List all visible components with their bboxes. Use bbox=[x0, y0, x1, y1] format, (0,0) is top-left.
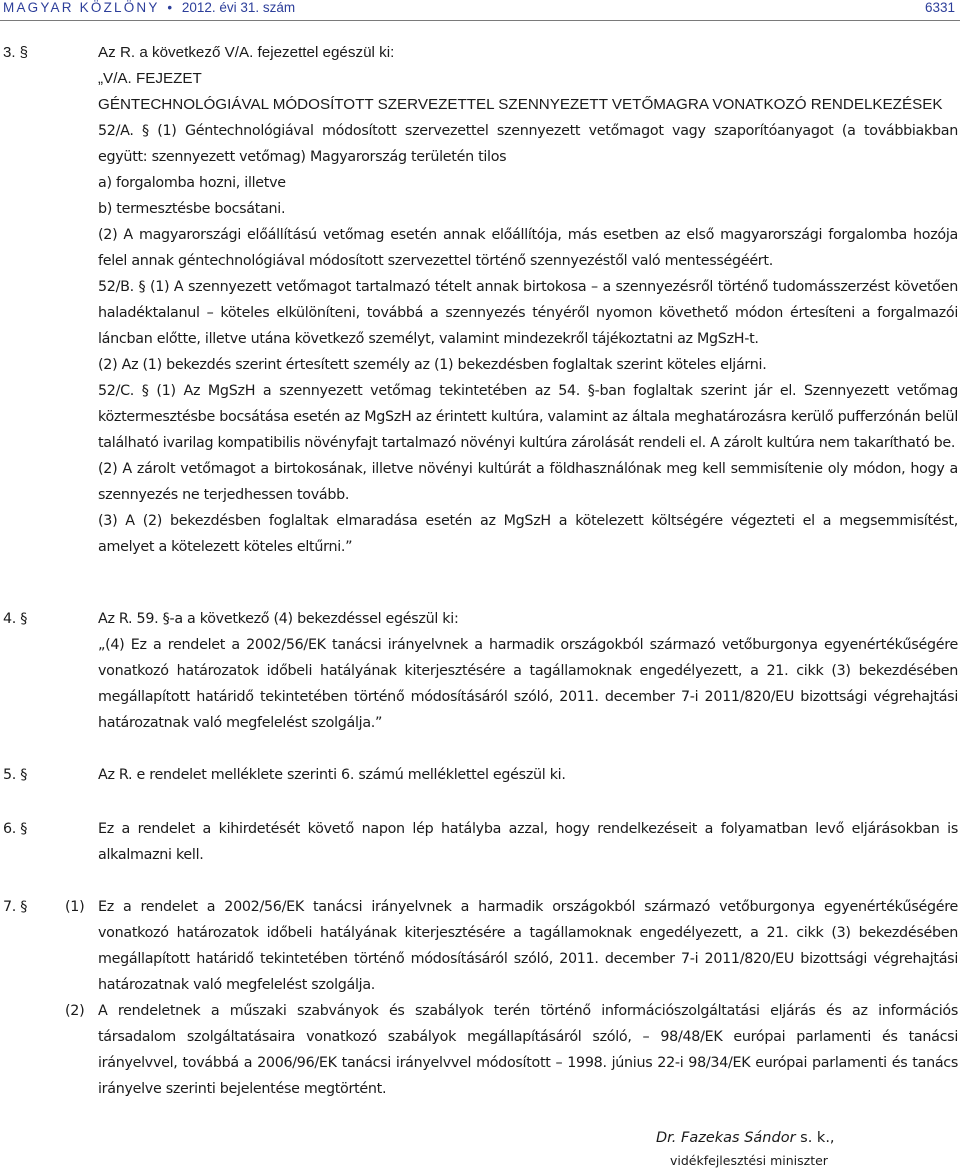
section-body bbox=[98, 762, 958, 788]
chapter-title: GÉNTECHNOLÓGIÁVAL MÓDOSÍTOTT SZERVEZETTEL SZENNYEZETT VETŐMAGRA VONATKOZÓ RENDELKEZÉSEK bbox=[98, 96, 943, 113]
page-number: 6331 bbox=[924, 0, 955, 15]
section-intro: Az R. a következő V/A. fejezettel egészül ki: bbox=[98, 44, 395, 61]
section-text: Ez a rendelet a kihirdetését követő napon lép hatályba azzal, hogy rendelkezéseit a folyamatban levő eljárásokban is alkalmazni kell. bbox=[98, 821, 958, 863]
section-7-paragraph-1 bbox=[0, 894, 960, 998]
paragraph-52c-3: (3) A (2) bekezdésben foglaltak elmaradása esetén az MgSzH a kötelezett költségére végezteti el a megsemmisítést, amelyet a kötelezett köteles eltűrni.” bbox=[98, 513, 958, 555]
section-number: 6. § bbox=[3, 821, 28, 837]
section-body bbox=[98, 118, 958, 560]
signatory-role: vidékfejlesztési miniszter bbox=[670, 1153, 828, 1168]
paragraph-number: (2) bbox=[65, 1003, 85, 1019]
section-body bbox=[98, 816, 958, 868]
paragraph-number: (1) bbox=[65, 899, 85, 915]
section-3 bbox=[0, 40, 960, 118]
section-7-paragraph-2 bbox=[0, 998, 960, 1102]
signatory-name: Dr. Fazekas Sándor bbox=[656, 1130, 796, 1146]
section-body bbox=[98, 998, 958, 1102]
section-6 bbox=[0, 816, 960, 868]
paragraph-52a-1: 52/A. § (1) Géntechnológiával módosított szervezettel szennyezett vetőmagot vagy szaporítóanyagot (a továbbiakban együtt: szennyezett vetőmag) Magyarország területén tilos bbox=[98, 123, 958, 165]
section-number: 4. § bbox=[3, 611, 28, 627]
section-text: Az R. e rendelet melléklete szerinti 6. számú melléklettel egészül ki. bbox=[98, 767, 566, 783]
paragraph-52c-1: 52/C. § (1) Az MgSzH a szennyezett vetőmag tekintetében az 54. §-ban foglaltak szerint jár el. Szennyezett vetőmag köztermesztésbe bocsátása esetén az MgSzH az érintett kultúra, valamint az általa meghatározásra kerülő pufferzónán belül található ivarilag kompatibilis növényfajt tartalmazó növényi kultúra zárolását rendeli el. A zárolt kultúra nem takarítható be. bbox=[98, 383, 958, 451]
header-left bbox=[3, 0, 295, 15]
paragraph-52c-2: (2) A zárolt vetőmagot a birtokosának, illetve növényi kultúrát a földhasználónak meg kell semmisítenie oly módon, hogy a szennyezés ne terjedhessen tovább. bbox=[98, 461, 958, 503]
paragraph-52a-2: (2) A magyarországi előállítású vetőmag esetén annak előállítója, más esetben az első magyarországi forgalomba hozója felel annak géntechnológiával módosított szervezettel történő szennyezéstől való mentességéért. bbox=[98, 227, 958, 269]
section-body bbox=[98, 40, 958, 118]
section-5 bbox=[0, 762, 960, 788]
paragraph-52b-1: 52/B. § (1) A szennyezett vetőmagot tartalmazó tételt annak birtokosa – a szennyezésről történő tudomásszerzést követően haladéktalanul – köteles elkülöníteni, továbbá a szennyezés tényéről nyomon követhető módon értesíteni a forgalmazói láncban előtte, illetve utána következő személyt, valamint mindezekről tájékoztatni az MgSzH-t. bbox=[98, 279, 958, 347]
journal-title: MAGYAR KÖZLÖNY bbox=[3, 0, 160, 15]
section-number: 3. § bbox=[3, 44, 29, 61]
section-body bbox=[98, 894, 958, 998]
header-bullet: • bbox=[167, 0, 173, 15]
section-text: Ez a rendelet a 2002/56/EK tanácsi irányelvnek a harmadik országokból származó vetőburgonya egyenértékűségére vonatkozó határozatok időbeli hatályának kiterjesztésére a tagállamoknak engedélyezett, a 21. cikk (3) bekezdésében megállapított határidő tekintetében történő módosításáról szóló, 2011. december 7-i 2011/820/EU bizottsági végrehajtási határozatnak való megfelelést szolgálja. bbox=[98, 899, 958, 993]
section-intro: Az R. 59. §-a a következő (4) bekezdéssel egészül ki: bbox=[98, 611, 459, 627]
signature bbox=[656, 1125, 835, 1151]
page-header bbox=[0, 0, 960, 18]
section-number: 5. § bbox=[3, 767, 28, 783]
issue-date: 2012. évi 31. szám bbox=[181, 0, 296, 15]
section-text: „(4) Ez a rendelet a 2002/56/EK tanácsi irányelvnek a harmadik országokból származó vetőburgonya egyenértékűségére vonatkozó határozatok időbeli hatályának kiterjesztésére a tagállamoknak engedélyezett, a 21. cikk (3) bekezdésében megállapított határidő tekintetében történő módosításáról szóló, 2011. december 7-i 2011/820/EU bizottsági végrehajtási határozatnak való megfelelést szolgálja.” bbox=[98, 637, 958, 731]
section-number: 7. § bbox=[3, 899, 28, 915]
paragraph-52a-a: a) forgalomba hozni, illetve bbox=[98, 175, 286, 191]
section-text: A rendeletnek a műszaki szabványok és szabályok terén történő információszolgáltatási eljárás és az információs társadalom szolgáltatásaira vonatkozó szabályok megállapításáról szóló, – 98/48/EK európai parlamenti és tanácsi irányelvvel, továbbá a 2006/96/EK tanácsi irányelvvel módosított – 1998. június 22-i 98/34/EK európai parlamenti és tanács irányelve szerinti bejelentése megtörtént. bbox=[98, 1003, 958, 1097]
section-3-paragraphs bbox=[0, 118, 960, 560]
section-body bbox=[98, 606, 958, 736]
signature-suffix: s. k., bbox=[795, 1130, 835, 1146]
chapter-label: „V/A. FEJEZET bbox=[98, 70, 202, 87]
paragraph-52b-2: (2) Az (1) bekezdés szerint értesített személy az (1) bekezdésben foglaltak szerint köteles eljárni. bbox=[98, 357, 767, 373]
paragraph-52a-b: b) termesztésbe bocsátani. bbox=[98, 201, 286, 217]
section-4 bbox=[0, 606, 960, 736]
header-rule bbox=[0, 20, 960, 21]
